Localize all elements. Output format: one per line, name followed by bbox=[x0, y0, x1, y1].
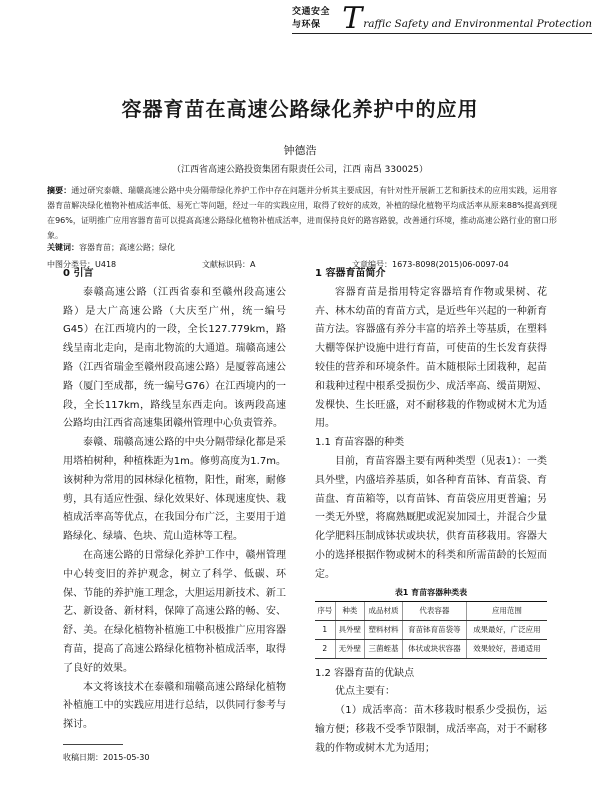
intro-paragraph-4: 本文将该技术在泰赣和瑞赣高速公路绿化植物补植施工中的实践应用进行总结，以供同行参考与探讨。 bbox=[63, 681, 286, 731]
section-1-1-paragraph: 目前，育苗容器主要有两种类型（见表1）：一类具外壁，内盛培养基质，如各种育苗钵、育苗袋、育苗盘、育苗箱等，以育苗钵、育苗袋应用更普遍；另一类无外壁，将腐熟厩肥或泥炭加园土，并混合少量化学肥料压制成钵状或块状，供育苗移栽用。容器大小的选择根据作物或树木的科类和所需苗龄的长短而定。 bbox=[315, 455, 547, 580]
table-cell: 三菌蛭基 bbox=[365, 639, 403, 658]
section-1-paragraph-1: 容器育苗是指用特定容器培育作物或果树、花卉、林木幼苗的育苗方式，是近些年兴起的一种新育苗方法。容器盛有养分丰富的培养土等基质，在塑料大棚等保护设施中进行育苗，可使苗的生长发育获得较佳的营养和环境条件。苗木随根际土团栽种，起苗和栽种过程中根系受损伤少、成活率高、缓苗期短、发棵快、生长旺盛，对不耐移栽的作物或树木尤为适用。 bbox=[315, 286, 547, 430]
subsection-1-2-heading: 1.2 容器育苗的优缺点 bbox=[315, 667, 415, 679]
author-name: 钟德浩 bbox=[283, 144, 317, 157]
section-0-heading: 0 引言 bbox=[63, 268, 94, 279]
table-header-cell: 代表容器 bbox=[402, 601, 466, 620]
received-date: 收稿日期：2015-05-30 bbox=[63, 753, 150, 762]
table-row bbox=[315, 620, 547, 639]
keywords-text: 容器育苗；高速公路；绿化 bbox=[79, 243, 175, 252]
table-1-caption: 表1 育苗容器种类表 bbox=[394, 587, 468, 597]
table-cell: 无外壁 bbox=[335, 639, 364, 658]
section-1-2-paragraph-2: （1）成活率高：苗木移栽时根系少受损伤，运输方便；移栽不受季节限制，成活率高，对于不耐移栽的作物或树木尤为适用； bbox=[315, 705, 547, 754]
intro-paragraph-3: 在高速公路的日常绿化养护工作中，赣州管理中心转变旧的养护观念，树立了科学、低碳、环保、节能的养护施工理念，大胆运用新技术、新工艺、新设备、新材料，保障了高速公路的畅、安、舒、美。在绿化植物补植施工中积极推广应用容器育苗，提高了高速公路绿化植物补植成活率，取得了良好的效果。 bbox=[63, 549, 286, 674]
author-affiliation: （江西省高速公路投资集团有限责任公司，江西 南昌 330025） bbox=[171, 165, 429, 175]
journal-name-cn: 交通安全与环保 bbox=[292, 7, 331, 30]
article-number: 文章编号：1673-8098(2015)06-0097-04 bbox=[352, 260, 509, 269]
header-rule bbox=[292, 33, 592, 34]
abstract-label: 摘要： bbox=[47, 186, 72, 195]
table-header-cell: 序号 bbox=[315, 601, 335, 620]
subsection-1-1-heading: 1.1 育苗容器的种类 bbox=[315, 437, 405, 449]
abstract bbox=[47, 183, 557, 243]
right-column bbox=[315, 265, 547, 759]
table-cell: 塑料材料 bbox=[365, 620, 403, 639]
table-cell: 成果最好，广泛应用 bbox=[466, 620, 547, 639]
table-cell: 具外壁 bbox=[335, 620, 364, 639]
paper-title: 容器育苗在高速公路绿化养护中的应用 bbox=[121, 97, 479, 121]
document-code: 文献标识码：A bbox=[202, 260, 256, 269]
table-header-cell: 种类 bbox=[335, 601, 364, 620]
intro-paragraph-2: 泰赣、瑞赣高速公路的中央分隔带绿化都是采用塔柏树种，种植株距为1m。修剪高度为1.7m。该树种为常用的园林绿化植物，阳性，耐寒，耐修剪，具有适应性强、绿化效果好、体现速度快、栽植成活率高等优点，在我国分布广泛，主要用于道路绿化、绿墙、色块、荒山造林等工程。 bbox=[63, 437, 286, 543]
table-cell: 1 bbox=[315, 620, 335, 639]
abstract-text: 通过研究泰赣、瑞赣高速公路中央分隔带绿化养护工作中存在问题并分析其主要成因，有针对性开展新工艺和新技术的应用实践，运用容器育苗解决绿化植物补植成活率低、易死亡等问题，经过一年的实践应用，取得了较好的成效，补植的绿化植物平均成活率从原来88%提高到现在96%，证明推广应用容器育苗可以提高高速公路绿化植物补植成活率，进而保持良好的路容路貌，改善通行环境，推动高速公路行业的窗口形象。 bbox=[47, 186, 558, 240]
journal-name-en: raffic Safety and Environmental Protection bbox=[363, 18, 592, 30]
running-header bbox=[292, 1, 592, 36]
intro-paragraph-1: 泰赣高速公路（江西省泰和至赣州段高速公路）是大广高速公路（大庆至广州，统一编号G45）在江西境内的一段，全长127.779km，路线呈南北走向，是南北物流的大通道。瑞赣高速公路（江西省瑞金至赣州段高速公路）是厦蓉高速公路（厦门至成都，统一编号G76）在江西境内的一段，全长117km，路线呈东西走向。该两段高速公路均由江西省高速集团赣州管理中心负责管养。 bbox=[63, 286, 286, 430]
section-1-2-paragraph-1: 优点主要有： bbox=[335, 686, 395, 698]
clc-number: 中图分类号：U418 bbox=[47, 260, 117, 269]
table-header-row bbox=[315, 601, 547, 620]
table-cell: 体状或块状容器 bbox=[402, 639, 466, 658]
keywords-label: 关键词： bbox=[47, 243, 79, 252]
table-header-cell: 应用范围 bbox=[466, 601, 547, 620]
keywords bbox=[47, 242, 557, 254]
table-1 bbox=[315, 601, 547, 659]
footnote-rule bbox=[63, 744, 123, 745]
table-header-cell: 成品材质 bbox=[365, 601, 403, 620]
table-cell: 2 bbox=[315, 639, 335, 658]
journal-logo-initial: T bbox=[342, 1, 363, 36]
table-cell: 效果较好，普通适用 bbox=[466, 639, 547, 658]
left-column bbox=[63, 265, 286, 735]
section-1-heading: 1 容器育苗简介 bbox=[315, 268, 386, 279]
table-row bbox=[315, 639, 547, 658]
table-cell: 育苗钵育苗袋等 bbox=[402, 620, 466, 639]
